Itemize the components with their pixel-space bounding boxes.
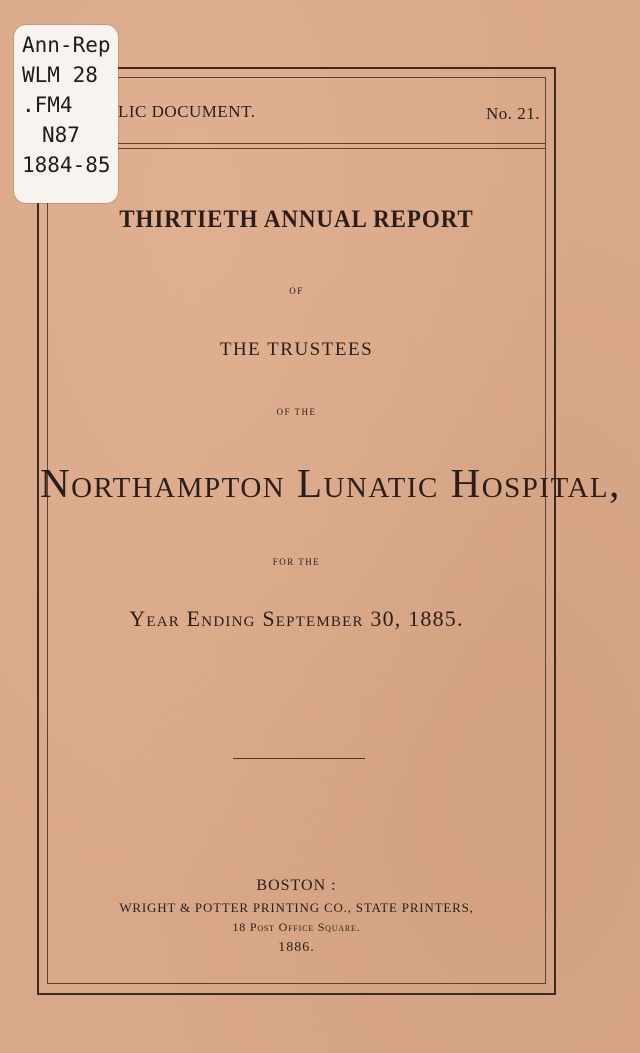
report-title: THIRTIETH ANNUAL REPORT xyxy=(119,206,474,233)
hospital-name: Northampton Lunatic Hospital, xyxy=(40,460,621,506)
header-divider-secondary xyxy=(47,148,546,149)
section-divider xyxy=(233,758,365,759)
call-number-line: Ann-Rep xyxy=(22,33,111,57)
imprint-printer: WRIGHT & POTTER PRINTING CO., STATE PRINTERS, xyxy=(119,900,474,915)
call-number-line: .FM4 xyxy=(22,93,73,117)
library-call-number-sticker xyxy=(14,25,118,203)
call-number-line: WLM 28 xyxy=(22,63,98,87)
document-label: LIC DOCUMENT. xyxy=(118,102,256,121)
trustees-heading: THE TRUSTEES xyxy=(219,339,374,360)
of-the-label: OF THE xyxy=(276,407,317,417)
imprint-address: 18 Post Office Square. xyxy=(232,920,361,934)
call-number-line: N87 xyxy=(42,123,80,147)
imprint-year: 1886. xyxy=(278,940,315,955)
of-label: OF xyxy=(289,286,304,296)
for-the-label: FOR THE xyxy=(272,557,321,567)
call-number-line: 1884-85 xyxy=(22,153,111,177)
year-ending: Year Ending September 30, 1885. xyxy=(129,606,464,631)
document-number: No. 21. xyxy=(485,104,540,123)
imprint-city: BOSTON : xyxy=(256,877,337,894)
header-divider xyxy=(47,143,546,144)
